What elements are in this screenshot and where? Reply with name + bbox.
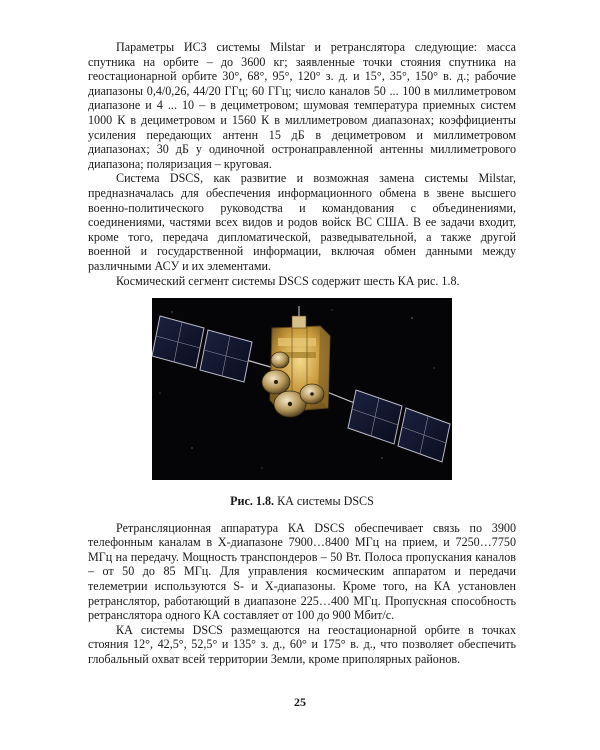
paragraph-orbit-positions: КА системы DSCS размещаются на геостационарной орбите в точках стояния 12°, 42,5°, 52,5° и 135° з. д., 60° и 175° в. д., что позволяет обеспечить глобальный охват всей территории Земли, кроме приполярных районов. [88,622,516,667]
figure-caption [88,494,516,509]
caption-label: Рис. 1.8. [230,494,275,509]
satellite-image [152,298,452,480]
page-number: 25 [294,695,306,709]
paragraph-dscs-purpose: Система DSCS, как развитие и возможная замена системы Milstar, предназначалась для обеспечения информационного обмена в звене высшего военно-политического руководства и командования с объединениями, соединениями, частями всех видов и родов войск ВС США. В ее задачи входит, кроме того, передача дипломатической, разведывательной, а также другой военной и государственной информации, включая обмен данными между различными АСУ и их элементами. [88,171,516,273]
paragraph-transponder: Ретрансляционная аппаратура КА DSCS обеспечивает связь по 3900 телефонным каналам в X-диапазоне 7900…8400 МГц на прием, и 7250…7750 МГц на передачу. Мощность транспондеров – 50 Вт. Полоса пропускания каналов – от 50 до 85 МГц. Для управления космическим аппаратом и передачи телеметрии используются S- и X-диапазоны. Кроме того, на КА установлен ретранслятор, работающий в диапазоне 225…400 МГц. Пропускная способность ретранслятора одного КА составляет от 100 до 900 Мбит/с. [88,520,516,623]
satellite-figure [152,298,452,480]
page-body [88,40,516,667]
dish-antenna-4 [271,352,289,368]
caption-text: КА системы DSCS [274,494,374,509]
paragraph-milstar-params: Параметры ИСЗ системы Milstar и ретранслятора следующие: масса спутника на орбите – до 3600 кг; заявленные точки стояния спутника на геостационарной орбите 30°, 68°, 95°, 120° з. д. и 15°, 35°, 150° в. д.; рабочие диапазоны 0,4/0,26, 44/20 ГГц; 60 ГГц; число каналов 50 ... 100 в миллиметровом диапазоне и 4 ... 10 – в дециметровом; шумовая температура приемных систем 1000 К в дециметровом и 1560 К в миллиметровом диапазонах; коэффициенты усиления передающих антенн 15 дБ в дециметровом и миллиметровом диапазонах; 30 дБ у одиночной остронаправленной антенны миллиметрового диапазона; поляризация – круговая. [88,40,516,171]
paragraph-space-segment: Космический сегмент системы DSCS содержит шесть КА рис. 1.8. [116,273,460,288]
